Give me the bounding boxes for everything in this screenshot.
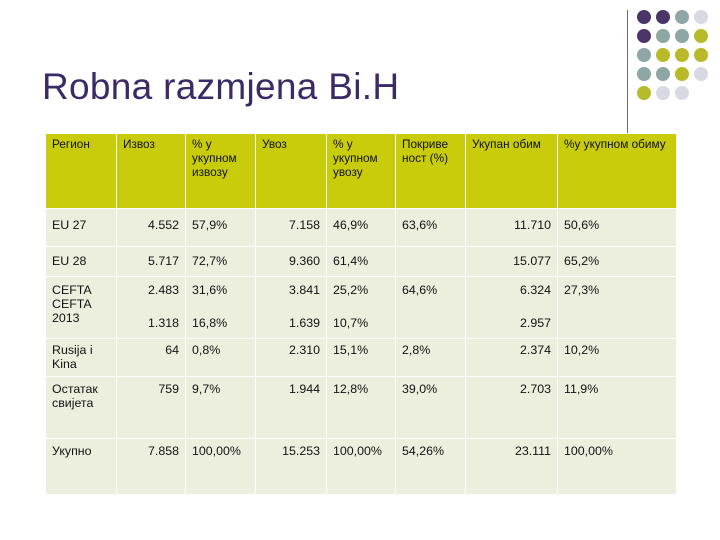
header-coverage: Покриве ност (%) [396, 134, 466, 209]
cell-total-share: 11,9% [558, 377, 677, 439]
decorative-dot [656, 29, 670, 43]
cell-export: 4.552 [117, 209, 186, 247]
cell-total-share: 27,3% [558, 277, 677, 339]
cell-coverage: 54,26% [396, 439, 466, 495]
decorative-dot [675, 10, 689, 24]
cell-region: EU 27 [46, 209, 117, 247]
cell-export-share: 0,8% [186, 339, 256, 377]
cell-export: 5.717 [117, 247, 186, 277]
cell-import: 15.253 [256, 439, 327, 495]
decorative-dot [675, 67, 689, 81]
table-row-total [46, 439, 677, 495]
decorative-dot [656, 67, 670, 81]
decorative-dot [675, 48, 689, 62]
decorative-divider [627, 10, 628, 133]
table-row [46, 247, 677, 277]
cell-value-cefta-2013: 10,7% [333, 316, 369, 330]
cell-export: 7.858 [117, 439, 186, 495]
cell-export-share: 57,9% [186, 209, 256, 247]
decorative-dot [656, 86, 670, 100]
header-import-share: % у укупном увозу [327, 134, 396, 209]
cell-total-volume: 11.710 [466, 209, 558, 247]
cell-value-cefta: 2.483 [147, 283, 179, 297]
cell-total-volume: 15.077 [466, 247, 558, 277]
slide-title: Robna razmjena Bi.H [42, 66, 400, 107]
cell-total-volume: 2.374 [466, 339, 558, 377]
cell-import: 9.360 [256, 247, 327, 277]
cell-import-share: 15,1% [327, 339, 396, 377]
decorative-dot [694, 10, 708, 24]
table-row [46, 377, 677, 439]
cell-total-volume: 23.111 [466, 439, 558, 495]
decorative-dot [637, 86, 651, 100]
cell-export-share: 9,7% [186, 377, 256, 439]
cell-import: 2.310 [256, 339, 327, 377]
decorative-dot [675, 29, 689, 43]
decorative-dot [637, 10, 651, 24]
cell-total-share: 65,2% [558, 247, 677, 277]
cell-region: CEFTA CEFTA 2013 [46, 277, 117, 339]
cell-total-share: 100,00% [558, 439, 677, 495]
cell-region: Остатак свијета [46, 377, 117, 439]
cell-value-cefta-2013: 2.957 [519, 316, 551, 330]
decorative-dot [656, 48, 670, 62]
decorative-dot [694, 29, 708, 43]
decorative-dot-grid [637, 10, 717, 114]
cell-coverage: 63,6% [396, 209, 466, 247]
header-import: Увоз [256, 134, 327, 209]
cell-import-share: 12,8% [327, 377, 396, 439]
cell-region: Укупно [46, 439, 117, 495]
cell-total-volume: 2.703 [466, 377, 558, 439]
header-region: Регион [46, 134, 117, 209]
decorative-dot [694, 67, 708, 81]
decorative-dot [694, 48, 708, 62]
cell-value-cefta: 3.841 [288, 283, 320, 297]
cell-import [256, 277, 327, 339]
cell-region: Rusija i Kina [46, 339, 117, 377]
cell-value-cefta: 25,2% [333, 283, 369, 297]
table-row [46, 277, 677, 339]
header-total-share: %у укупном обиму [558, 134, 677, 209]
cell-value-cefta: 31,6% [192, 283, 228, 297]
cell-import-share: 100,00% [327, 439, 396, 495]
table-header-row [46, 134, 677, 209]
cell-export: 64 [117, 339, 186, 377]
cell-coverage: 39,0% [396, 377, 466, 439]
cell-total-share: 10,2% [558, 339, 677, 377]
cell-export [117, 277, 186, 339]
cell-import-share: 46,9% [327, 209, 396, 247]
cell-import-share: 61,4% [327, 247, 396, 277]
header-total-volume: Укупан обим [466, 134, 558, 209]
cell-value-cefta-2013: 1.318 [147, 316, 179, 330]
trade-table [45, 133, 677, 495]
cell-export-share: 72,7% [186, 247, 256, 277]
header-export-share: % у укупном извозу [186, 134, 256, 209]
table-row [46, 209, 677, 247]
cell-import: 7.158 [256, 209, 327, 247]
cell-export-share: 100,00% [186, 439, 256, 495]
header-export: Извоз [117, 134, 186, 209]
cell-coverage: 2,8% [396, 339, 466, 377]
decorative-dot [637, 67, 651, 81]
decorative-dot [637, 48, 651, 62]
cell-value-cefta-2013: 16,8% [192, 316, 228, 330]
cell-region: EU 28 [46, 247, 117, 277]
cell-total-volume [466, 277, 558, 339]
decorative-dot [656, 10, 670, 24]
decorative-dot [675, 86, 689, 100]
decorative-dot [637, 29, 651, 43]
cell-import-share [327, 277, 396, 339]
cell-value-cefta-2013: 1.639 [288, 316, 320, 330]
cell-coverage: 64,6% [396, 277, 466, 339]
cell-coverage [396, 247, 466, 277]
cell-total-share: 50,6% [558, 209, 677, 247]
cell-export: 759 [117, 377, 186, 439]
table-row [46, 339, 677, 377]
cell-import: 1.944 [256, 377, 327, 439]
cell-export-share [186, 277, 256, 339]
cell-value-cefta: 6.324 [519, 283, 551, 297]
